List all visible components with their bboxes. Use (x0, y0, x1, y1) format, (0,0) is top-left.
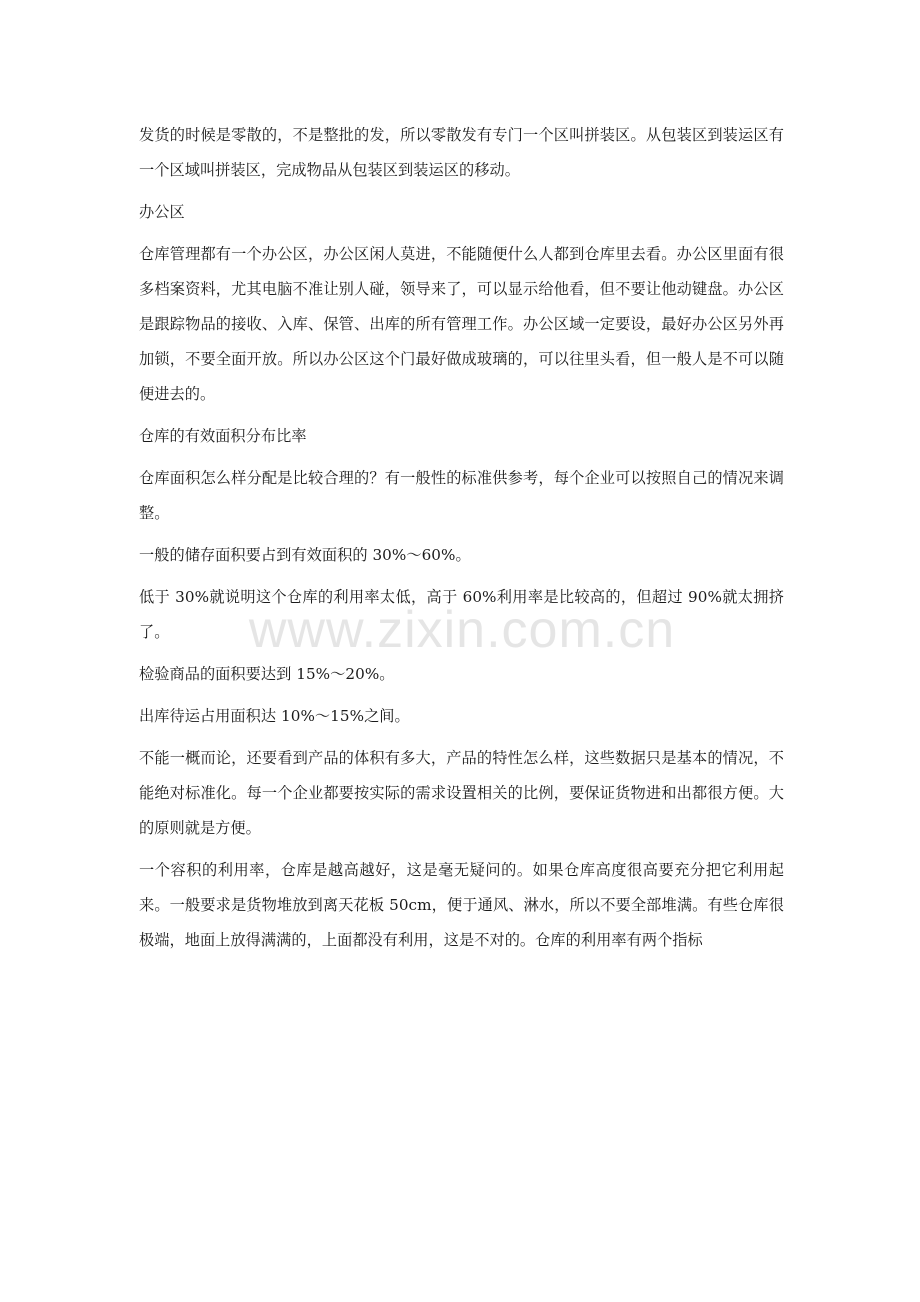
section-heading-office-area: 办公区 (139, 203, 185, 221)
paragraph-inspection-ratio: 检验商品的面积要达到 15%～20%。 (139, 665, 395, 683)
paragraph-office-area: 仓库管理都有一个办公区，办公区闲人莫进，不能随便什么人都到仓库里去看。办公区里面有很多档案资料，尤其电脑不准让别人碰，领导来了，可以显示给他看，但不要让他动键盘。办公区是跟踪物品的接收、入库、保管、出库的所有管理工作。办公区域一定要设，最好办公区另外再加锁，不要全面开放。所以办公区这个门最好做成玻璃的，可以往里头看，但一般人是不可以随便进去的。 (139, 245, 784, 403)
paragraph-outbound-ratio: 出库待运占用面积达 10%～15%之间。 (139, 707, 410, 725)
paragraph-consolidation-area: 发货的时候是零散的，不是整批的发，所以零散发有专门一个区叫拼装区。从包装区到装运区有一个区域叫拼装区，完成物品从包装区到装运区的移动。 (139, 126, 784, 179)
paragraph-area-allocation: 仓库面积怎么样分配是比较合理的？有一般性的标准供参考，每个企业可以按照自己的情况来调整。 (139, 469, 784, 522)
paragraph-utilization-thresholds: 低于 30%就说明这个仓库的利用率太低，高于 60%利用率是比较高的，但超过 90%就太拥挤了。 (139, 588, 784, 641)
section-heading-area-ratio: 仓库的有效面积分布比率 (139, 427, 307, 445)
paragraph-flexibility: 不能一概而论，还要看到产品的体积有多大，产品的特性怎么样，这些数据只是基本的情况，不能绝对标准化。每一个企业都要按实际的需求设置相关的比例，要保证货物进和出都很方便。大的原则就是方便。 (139, 749, 784, 837)
watermark: www.zixin.com.cn (248, 601, 676, 659)
paragraph-storage-ratio: 一般的储存面积要占到有效面积的 30%～60%。 (139, 546, 471, 564)
paragraph-volume-utilization: 一个容积的利用率，仓库是越高越好，这是毫无疑问的。如果仓库高度很高要充分把它利用起来。一般要求是货物堆放到离天花板 50cm，便于通风、淋水，所以不要全部堆满。有些仓库很极端，地面上放得满满的，上面都没有利用，这是不对的。仓库的利用率有两个指标 (139, 861, 784, 949)
document-body (139, 118, 784, 958)
